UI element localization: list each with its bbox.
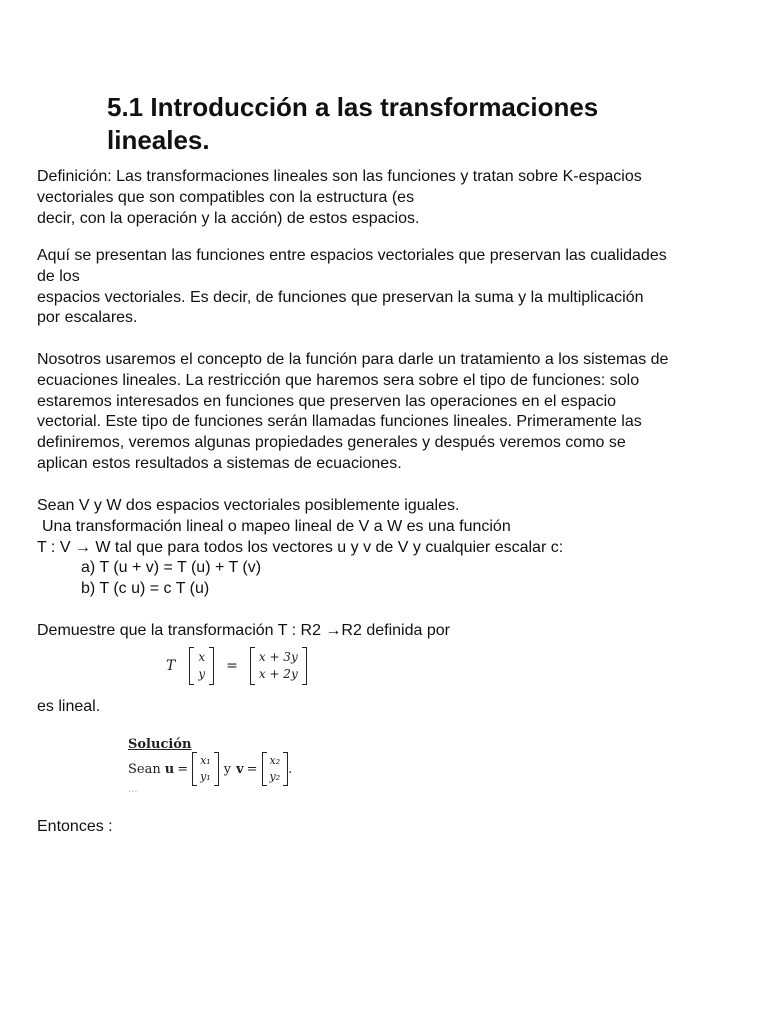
text-line: Nosotros usaremos el concepto de la función para darle un tratamiento a los sistemas de [37,351,669,368]
formal-definition [37,496,742,600]
condition-a: a) T (u + v) = T (u) + T (v) [81,559,262,577]
exercise-conclusion [37,697,742,718]
solution-word: Sean [128,761,161,777]
intro-paragraph [37,246,742,329]
text-line: Sean V y W dos espacios vectoriales posiblemente iguales. [37,497,460,514]
v-vector [262,752,289,786]
definition-paragraph [37,167,742,229]
text-line: definiremos, veremos algunas propiedades generales y después veremos como se [37,434,626,452]
title-line-1: 5.1 Introducción a las transformaciones [107,92,599,122]
vector-u-symbol: u [164,761,175,777]
conjunction: y [223,761,232,777]
text-line: Demuestre que la transformación T : R2 →R2 definida por [37,622,450,639]
text-line: espacios vectoriales. Es decir, de funciones que preservan la suma y la multiplicación [37,288,644,306]
text-line: T : V → W tal que para todos los vectores u y v de V y cualquier escalar c: [37,538,564,556]
page-title [107,91,707,157]
vector-entry: y₂ [269,770,281,783]
vector-v-symbol: v [236,761,244,777]
exercise-prompt [37,621,742,642]
transform-symbol: T [166,658,176,674]
vector-entry: y [198,667,206,681]
condition-b: b) T (c u) = c T (u) [81,580,210,598]
text-line: aplican estos resultados a sistemas de ecuaciones. [37,454,402,472]
vector-entry: x + 2y [258,667,298,681]
concept-paragraph [37,350,742,475]
text-line: de los [37,267,80,285]
period: . [288,761,293,777]
output-vector [250,647,307,685]
faint-mark: ... [128,784,138,795]
solution-statement [128,752,292,786]
text-line: Definición: Las transformaciones lineales son las funciones y tratan sobre K-espacios [37,168,642,185]
text-line: por escalares. [37,309,138,327]
text-line: estaremos interesados en funciones que preserven las operaciones en el espacio [37,392,617,410]
vector-entry: x₂ [269,754,281,767]
equals-sign: = [246,761,258,777]
text-line: Una transformación lineal o mapeo lineal de V a W es una función [42,517,511,535]
text-line: decir, con la operación y la acción) de estos espacios. [37,209,420,227]
text-line: Aquí se presentan las funciones entre espacios vectoriales que preservan las cualidades [37,247,667,264]
vector-entry: x₁ [200,754,211,767]
text-line: ecuaciones lineales. La restricción que haremos sera sobre el tipo de funciones: solo [37,371,640,389]
text-line: vectoriales que son compatibles con la estructura (es [37,188,415,206]
text-line: vectorial. Este tipo de funciones serán llamadas funciones lineales. Primeramente las [37,413,642,431]
text-line: es lineal. [37,698,101,715]
equals-sign: = [226,658,238,674]
transformation-formula [166,647,307,685]
vector-entry: x [198,650,206,664]
vector-entry: x + 3y [258,650,298,664]
u-vector [192,752,219,786]
title-line-2: lineales. [107,125,210,155]
solution-heading: Solución [128,737,192,752]
input-vector [189,647,214,685]
equals-sign: = [177,761,189,777]
then-line [37,817,742,838]
vector-entry: y₁ [200,770,211,783]
text-line: Entonces : [37,818,113,835]
